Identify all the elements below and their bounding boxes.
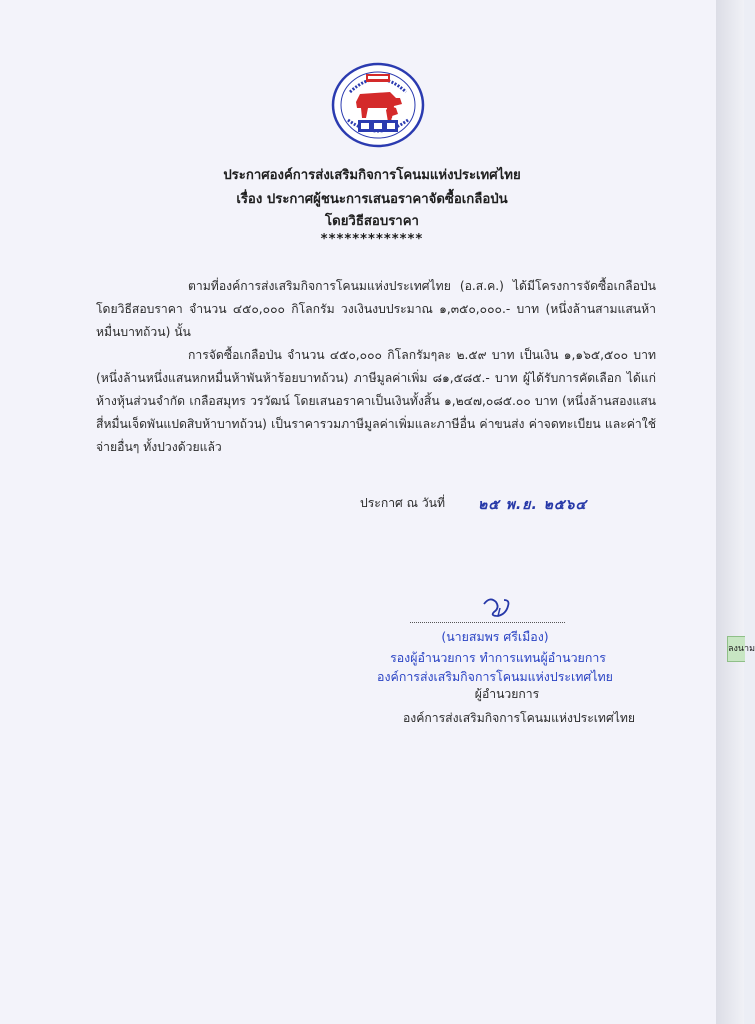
dpo-logo — [330, 62, 426, 148]
stamp-signer-org: องค์การส่งเสริมกิจการโคนมแห่งประเทศไทย — [377, 669, 613, 684]
sign-here-tab[interactable]: ลงนาม — [727, 636, 745, 662]
signature-mark — [478, 594, 518, 620]
procurement-method: โดยวิธีสอบราคา — [325, 214, 419, 229]
body-paragraph-1: ตามที่องค์การส่งเสริมกิจการโคนมแห่งประเทศไทย (อ.ส.ค.) ได้มีโครงการจัดซื้อเกลือป่น โดยวิธีสอบราคา จำนวน ๔๕๐,๐๐๐ กิโลกรัม วงเงินงบประมาณ ๑,๓๕๐,๐๐๐.- บาท (หนึ่งล้านสามแสนห้าหมื่นบาทถ้วน) นั้น — [96, 279, 656, 339]
announcement-subject: เรื่อง ประกาศผู้ชนะการเสนอราคาจัดซื้อเกลือป่น — [236, 192, 508, 207]
scan-edge — [716, 0, 744, 1024]
stamp-signer-role: รองผู้อำนวยการ ทำการแทนผู้อำนวยการ — [390, 650, 606, 665]
body-paragraph-2: การจัดซื้อเกลือป่น จำนวน ๔๕๐,๐๐๐ กิโลกรัมๆละ ๒.๕๙ บาท เป็นเงิน ๑,๑๖๕,๕๐๐ บาท (หนึ่งล้านหนึ่งแสนหกหมื่นห้าพันห้าร้อยบาทถ้วน) ภาษีมูลค่าเพิ่ม ๘๑,๕๘๕.- บาท ผู้ได้รับการคัดเลือก ได้แก่ห้างหุ้นส่วนจำกัด เกลือสมุทร วรวัฒน์ โดยเสนอราคาเป็นเงินทั้งสิ้น ๑,๒๔๗,๐๘๕.๐๐ บาท (หนึ่งล้านสองแสนสี่หมื่นเจ็ดพันแปดสิบห้าบาทถ้วน) เป็นราคารวมภาษีมูลค่าเพิ่มและภาษีอื่น ค่าขนส่ง ค่าจดทะเบียน และค่าใช้จ่ายอื่นๆ ทั้งปวงด้วยแล้ว — [96, 348, 656, 454]
announcement-date-label: ประกาศ ณ วันที่ — [360, 496, 446, 510]
signer-title: ผู้อำนวยการ — [474, 687, 540, 701]
stamp-signer-name: (นายสมพร ศรีเมือง) — [441, 629, 549, 644]
announcement-title: ประกาศองค์การส่งเสริมกิจการโคนมแห่งประเทศไทย — [223, 168, 521, 183]
signature-line — [410, 622, 565, 623]
handwritten-date: ๒๕ พ.ย. ๒๕๖๔ — [478, 497, 587, 513]
signer-organization: องค์การส่งเสริมกิจการโคนมแห่งประเทศไทย — [402, 711, 636, 725]
title-separator: ************* — [320, 232, 424, 247]
